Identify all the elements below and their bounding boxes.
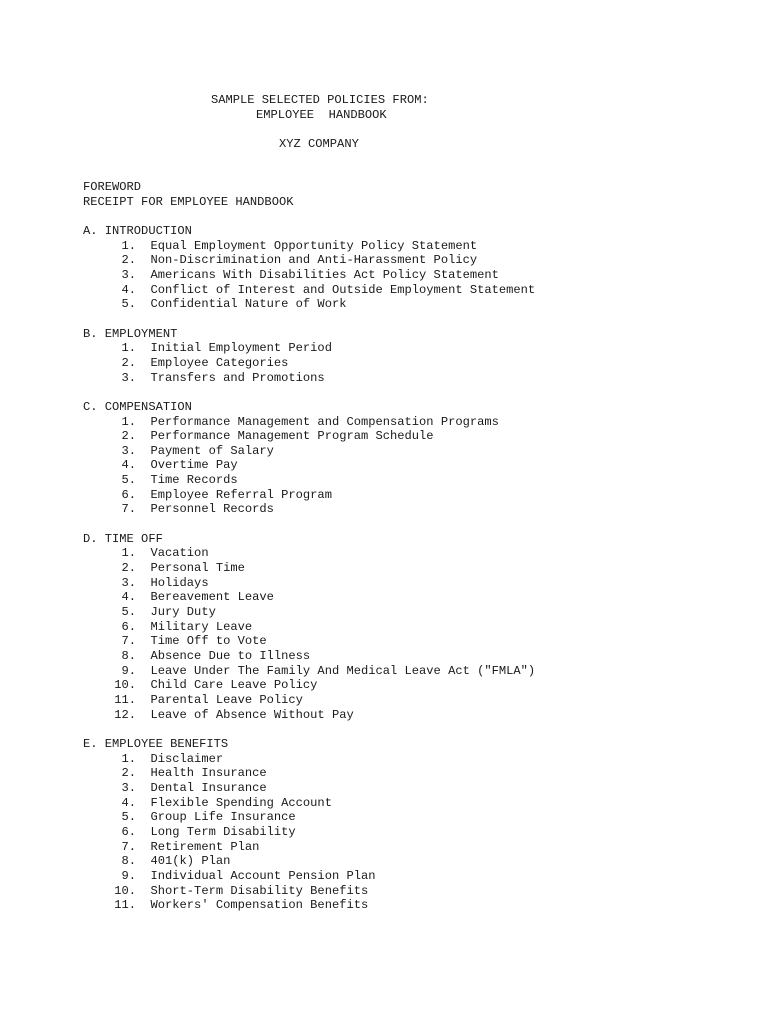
item-spacer: [136, 752, 151, 767]
item-title: Jury Duty: [150, 605, 216, 620]
section-spacer: [83, 312, 743, 327]
policy-list-item: [83, 810, 743, 825]
sections-list: [83, 209, 743, 913]
item-spacer: [136, 268, 151, 283]
item-number: 5.: [121, 297, 136, 312]
document-title-line-1: SAMPLE SELECTED POLICIES FROM:: [211, 93, 429, 107]
item-number: 3.: [121, 267, 136, 282]
section-spacer: [83, 722, 743, 737]
item-number: 2.: [121, 766, 136, 781]
item-title: Short-Term Disability Benefits: [150, 883, 369, 898]
item-spacer: [136, 458, 151, 473]
item-spacer: [136, 766, 151, 781]
item-spacer: [136, 546, 151, 561]
policy-list-item: [83, 297, 743, 312]
policy-list-item: [83, 766, 743, 781]
policy-list-item: [83, 429, 743, 444]
item-title: Performance Management Program Schedule: [150, 429, 434, 444]
item-title: Leave of Absence Without Pay: [150, 707, 354, 722]
item-title: Initial Employment Period: [150, 341, 332, 356]
policy-section: [83, 532, 743, 723]
policy-list-item: [83, 678, 743, 693]
item-title: Performance Management and Compensation Programs: [150, 414, 499, 429]
item-title: Time Records: [150, 473, 238, 488]
item-title: Disclaimer: [150, 751, 224, 766]
section-heading: C. COMPENSATION: [83, 399, 192, 414]
item-number: 4.: [121, 590, 136, 605]
policy-section: [83, 400, 743, 517]
policy-list-item: [83, 253, 743, 268]
item-number: 11.: [114, 898, 136, 913]
section-spacer: [83, 209, 743, 224]
policy-list-item: [83, 341, 743, 356]
item-number: 9.: [121, 663, 136, 678]
item-spacer: [136, 371, 151, 386]
item-number: 4.: [121, 458, 136, 473]
item-title: Holidays: [150, 575, 209, 590]
item-title: Employee Categories: [150, 355, 289, 370]
item-number: 2.: [121, 253, 136, 268]
item-spacer: [136, 561, 151, 576]
policy-list-item: [83, 415, 743, 430]
item-spacer: [136, 840, 151, 855]
policy-section: [83, 327, 743, 386]
policy-list-item: [83, 752, 743, 767]
policy-list-item: [83, 664, 743, 679]
policy-list-item: [83, 854, 743, 869]
item-title: Equal Employment Opportunity Policy Statement: [150, 238, 478, 253]
item-title: Transfers and Promotions: [150, 370, 325, 385]
item-title: Overtime Pay: [150, 458, 238, 473]
item-spacer: [136, 239, 151, 254]
item-title: Military Leave: [150, 619, 253, 634]
item-spacer: [136, 810, 151, 825]
item-spacer: [136, 444, 151, 459]
item-number: 3.: [121, 370, 136, 385]
item-number: 8.: [121, 854, 136, 869]
item-number: 7.: [121, 839, 136, 854]
item-spacer: [136, 708, 151, 723]
item-number: 1.: [121, 546, 136, 561]
item-title: Health Insurance: [150, 766, 267, 781]
item-title: Dental Insurance: [150, 780, 267, 795]
item-number: 1.: [121, 414, 136, 429]
item-number: 4.: [121, 795, 136, 810]
item-title: Leave Under The Family And Medical Leave Act ("FMLA"): [150, 663, 536, 678]
policy-list-item: [83, 268, 743, 283]
policy-list-item: [83, 576, 743, 591]
item-spacer: [136, 473, 151, 488]
item-title: Americans With Disabilities Act Policy Statement: [150, 267, 499, 282]
policy-list-item: [83, 546, 743, 561]
item-number: 6.: [121, 619, 136, 634]
item-spacer: [136, 590, 151, 605]
item-title: Personnel Records: [150, 502, 274, 517]
policy-list-item: [83, 458, 743, 473]
item-number: 3.: [121, 780, 136, 795]
item-number: 6.: [121, 824, 136, 839]
item-title: Personal Time: [150, 561, 245, 576]
policy-list-item: [83, 239, 743, 254]
item-spacer: [136, 825, 151, 840]
item-spacer: [136, 634, 151, 649]
policy-list-item: [83, 620, 743, 635]
item-spacer: [136, 620, 151, 635]
item-spacer: [136, 297, 151, 312]
item-title: Parental Leave Policy: [150, 692, 303, 707]
section-heading: B. EMPLOYMENT: [83, 326, 178, 341]
policy-list-item: [83, 796, 743, 811]
policy-list-item: [83, 283, 743, 298]
item-title: Bereavement Leave: [150, 590, 274, 605]
item-spacer: [136, 869, 151, 884]
item-number: 4.: [121, 282, 136, 297]
item-number: 10.: [114, 883, 136, 898]
policy-list-item: [83, 590, 743, 605]
item-number: 5.: [121, 605, 136, 620]
item-title: Group Life Insurance: [150, 810, 296, 825]
policy-list-item: [83, 634, 743, 649]
item-title: Non-Discrimination and Anti-Harassment Policy: [150, 253, 478, 268]
item-spacer: [136, 678, 151, 693]
policy-list-item: [83, 840, 743, 855]
item-spacer: [136, 854, 151, 869]
item-spacer: [136, 283, 151, 298]
policy-list-item: [83, 781, 743, 796]
item-spacer: [136, 796, 151, 811]
company-name: XYZ COMPANY: [279, 137, 359, 151]
item-spacer: [136, 576, 151, 591]
item-number: 9.: [121, 868, 136, 883]
item-title: Long Term Disability: [150, 824, 296, 839]
item-number: 2.: [121, 561, 136, 576]
item-title: Time Off to Vote: [150, 634, 267, 649]
item-title: 401(k) Plan: [150, 854, 231, 869]
policy-list-item: [83, 884, 743, 899]
policy-list-item: [83, 356, 743, 371]
item-number: 5.: [121, 810, 136, 825]
item-number: 5.: [121, 473, 136, 488]
section-spacer: [83, 517, 743, 532]
item-title: Vacation: [150, 546, 209, 561]
policy-section: [83, 737, 743, 913]
item-title: Employee Referral Program: [150, 487, 332, 502]
section-heading: A. INTRODUCTION: [83, 223, 192, 238]
item-number: 11.: [114, 692, 136, 707]
item-number: 1.: [121, 341, 136, 356]
item-title: Child Care Leave Policy: [150, 678, 318, 693]
item-title: Conflict of Interest and Outside Employment Statement: [150, 282, 536, 297]
item-title: Retirement Plan: [150, 839, 260, 854]
policy-list-item: [83, 473, 743, 488]
item-title: Workers' Compensation Benefits: [150, 898, 369, 913]
item-number: 1.: [121, 751, 136, 766]
item-spacer: [136, 664, 151, 679]
section-heading: D. TIME OFF: [83, 531, 163, 546]
item-spacer: [136, 605, 151, 620]
item-title: Absence Due to Illness: [150, 649, 311, 663]
item-number: 6.: [121, 487, 136, 502]
policy-list-item: [83, 488, 743, 503]
item-number: 3.: [121, 575, 136, 590]
item-spacer: [136, 488, 151, 503]
table-of-contents: [83, 180, 743, 913]
item-spacer: [136, 649, 151, 664]
item-number: 1.: [121, 238, 136, 253]
item-spacer: [136, 253, 151, 268]
item-number: 3.: [121, 443, 136, 458]
policy-list-item: [83, 605, 743, 620]
policy-list-item: [83, 825, 743, 840]
item-spacer: [136, 693, 151, 708]
policy-list-item: [83, 561, 743, 576]
item-spacer: [136, 356, 151, 371]
item-number: 7.: [121, 634, 136, 649]
item-title: Individual Account Pension Plan: [150, 868, 376, 883]
policy-list-item: [83, 444, 743, 459]
item-spacer: [136, 898, 151, 913]
policy-section: [83, 224, 743, 312]
document-title-line-2: EMPLOYEE HANDBOOK: [256, 107, 387, 122]
policy-list-item: [83, 708, 743, 723]
policy-list-item: [83, 869, 743, 884]
item-number: 10.: [114, 678, 136, 693]
item-spacer: [136, 502, 151, 517]
item-title: Payment of Salary: [150, 443, 274, 458]
policy-list-item: [83, 693, 743, 708]
policy-list-item: [83, 649, 743, 664]
item-number: 8.: [121, 649, 136, 663]
section-heading: E. EMPLOYEE BENEFITS: [83, 736, 229, 751]
policy-list-item: [83, 898, 743, 913]
item-title: Confidential Nature of Work: [150, 297, 347, 312]
item-number: 2.: [121, 429, 136, 444]
item-spacer: [136, 341, 151, 356]
policy-list-item: [83, 371, 743, 386]
receipt-entry: RECEIPT FOR EMPLOYEE HANDBOOK: [83, 194, 294, 209]
policy-list-item: [83, 502, 743, 517]
item-spacer: [136, 429, 151, 444]
foreword-entry: FOREWORD: [83, 180, 142, 194]
item-number: 2.: [121, 355, 136, 370]
item-spacer: [136, 415, 151, 430]
section-spacer: [83, 385, 743, 400]
item-number: 7.: [121, 502, 136, 517]
item-number: 12.: [114, 707, 136, 722]
item-spacer: [136, 781, 151, 796]
item-title: Flexible Spending Account: [150, 795, 332, 810]
item-spacer: [136, 884, 151, 899]
